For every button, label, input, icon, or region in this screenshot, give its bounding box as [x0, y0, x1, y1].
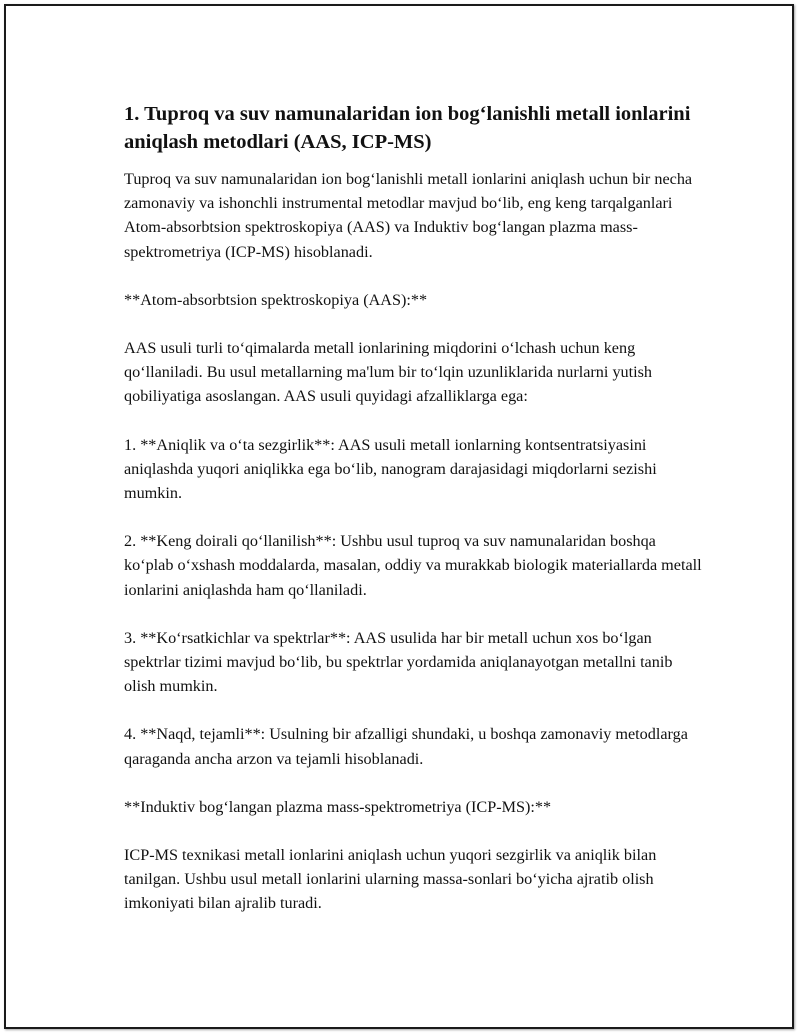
icpms-description: ICP-MS texnikasi metall ionlarini aniqlash uchun yuqori sezgirlik va aniqlik bilan tanilgan. Ushbu usul metall ionlarini ularning massa-sonlari bo‘yicha ajratib olish imkoniyati bilan ajralib turadi. [124, 846, 657, 913]
document-title: 1. Tuproq va suv namunalaridan ion bog‘lanishli metall ionlarini aniqlash metodlari (AAS, ICP-MS) [124, 103, 691, 153]
aas-advantage-3: 3. **Ko‘rsatkichlar va spektrlar**: AAS usulida har bir metall uchun xos bo‘lgan spektrlar tizimi mavjud bo‘lib, bu spektrlar yordamida aniqlanayotgan metallni tanib olish mumkin. [124, 628, 673, 696]
aas-heading: **Atom-absorbtsion spektroskopiya (AAS):** [124, 290, 428, 309]
aas-advantage-1: 1. **Aniqlik va o‘ta sezgirlik**: AAS usuli metall ionlarning kontsentratsiyasini aniqlashda yuqori aniqlikka ega bo‘lib, nanogram darajasidagi miqdorlarni sezishi mumkin. [124, 435, 657, 503]
aas-advantage-4: 4. **Naqd, tejamli**: Usulning bir afzalligi shundaki, u boshqa zamonaviy metodlarga qaraganda ancha arzon va tejamli hisoblanadi. [124, 725, 688, 768]
aas-description: AAS usuli turli to‘qimalarda metall ionlarining miqdorini o‘lchash uchun keng qo‘llaniladi. Bu usul metallarning ma'lum bir to‘lqin uzunliklarida nurlarni yutish qobiliyatiga asoslangan. AAS usuli quyidagi afzalliklarga ega: [124, 339, 653, 406]
icpms-heading: **Induktiv bog‘langan plazma mass-spektrometriya (ICP-MS):** [124, 797, 552, 816]
page-frame [4, 4, 794, 1029]
document-body [124, 100, 704, 916]
intro-paragraph: Tuproq va suv namunalaridan ion bog‘lanishli metall ionlarini aniqlash uchun bir necha zamonaviy va ishonchli instrumental metodlar mavjud bo‘lib, eng keng tarqalganlari Atom-absorbtsion spektroskopiya (AAS) va Induktiv bog‘langan plazma mass-spektrometriya (ICP-MS) hisoblanadi. [124, 170, 693, 261]
aas-advantage-2: 2. **Keng doirali qo‘llanilish**: Ushbu usul tuproq va suv namunalaridan boshqa ko‘plab o‘xshash moddalarda, masalan, oddiy va murakkab biologik materiallarda metall ionlarini aniqlashda ham qo‘llaniladi. [124, 532, 702, 599]
